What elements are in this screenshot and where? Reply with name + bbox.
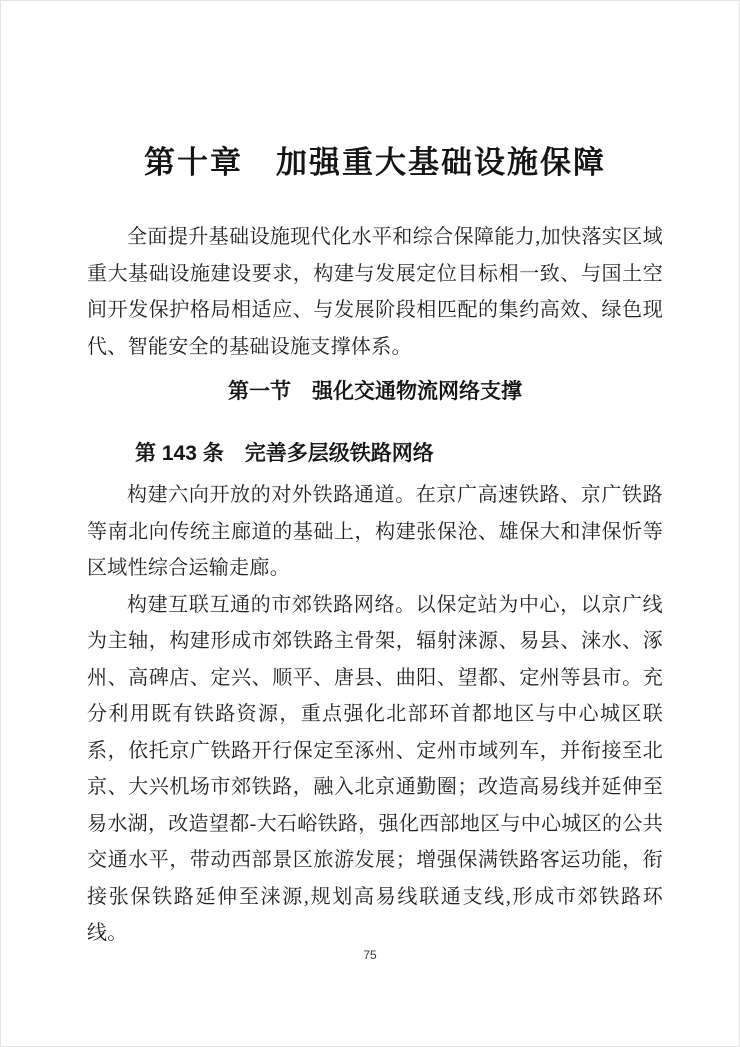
page-content <box>1 1 739 952</box>
section-heading: 第一节 强化交通物流网络支撑 <box>228 380 522 403</box>
article-heading: 第 143 条 完善多层级铁路网络 <box>135 442 434 465</box>
chapter-title: 第十章 加强重大基础设施保障 <box>144 145 606 180</box>
body-paragraph: 构建互联互通的市郊铁路网络。以保定站为中心，以京广线为主轴，构建形成市郊铁路主骨架，辐射涞源、易县、涞水、涿州、高碑店、定兴、顺平、唐县、曲阳、望都、定州等县市。充分利用既有铁路资源，重点强化北部环首都地区与中心城区联系，依托京广铁路开行保定至涿州、定州市域列车，并衔接至北京、大兴机场市郊铁路，融入北京通勤圈；改造高易线并延伸至易水湖，改造望都-大石峪铁路，强化西部地区与中心城区的公共交通水平，带动西部景区旅游发展；增强保满铁路客运功能，衔接张保铁路延伸至涞源,规划高易线联通支线,形成市郊铁路环线。 <box>87 593 663 944</box>
intro-paragraph: 全面提升基础设施现代化水平和综合保障能力,加快落实区域重大基础设施建设要求，构建与发展定位目标相一致、与国土空间开发保护格局相适应、与发展阶段相匹配的集约高效、绿色现代、智能安全的基础设施支撑体系。 <box>87 226 663 358</box>
body-paragraph: 构建六向开放的对外铁路通道。在京广高速铁路、京广铁路等南北向传统主廊道的基础上，构建张保沧、雄保大和津保忻等区域性综合运输走廊。 <box>87 484 663 579</box>
page-number: 75 <box>363 948 377 962</box>
